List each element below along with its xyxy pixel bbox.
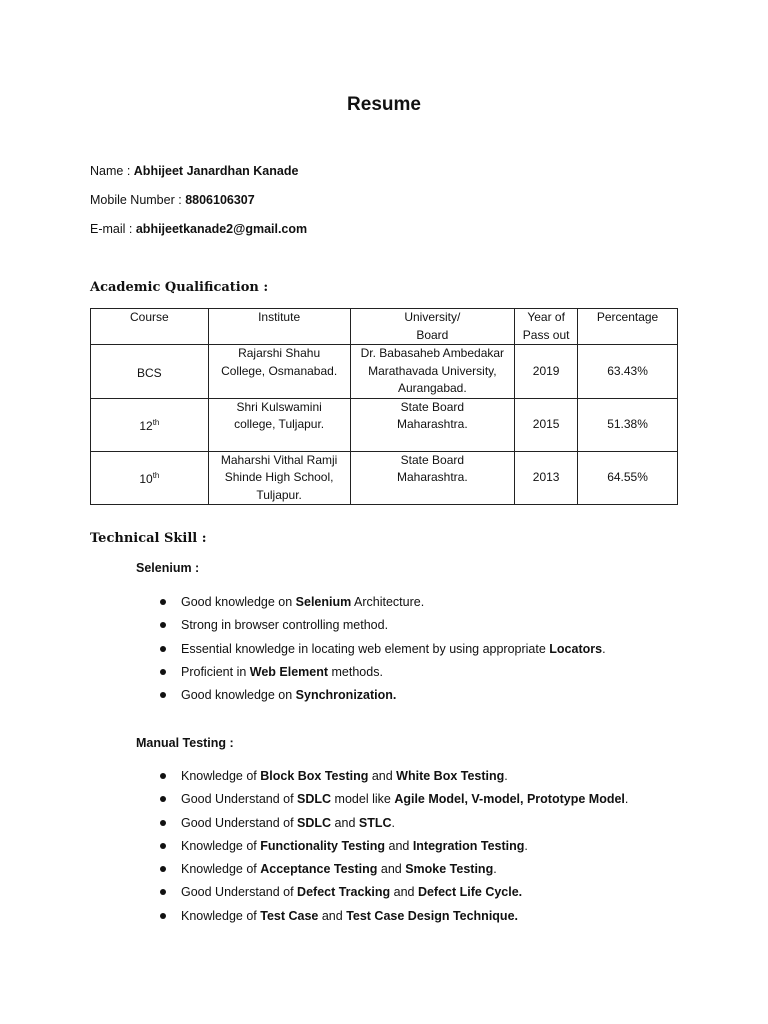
- list-item: Essential knowledge in locating web element by using appropriate Locators.: [160, 642, 606, 665]
- manual-testing-skill-list: [160, 769, 628, 932]
- bullet-icon: [160, 669, 166, 675]
- bullet-icon: [160, 820, 166, 826]
- cell-university: State Board Maharashtra.: [350, 398, 515, 451]
- name-label: Name :: [90, 164, 131, 178]
- mobile-line: [90, 193, 255, 207]
- bullet-icon: [160, 796, 166, 802]
- cell-percentage: 51.38%: [578, 398, 678, 451]
- cell-percentage: 63.43%: [578, 345, 678, 399]
- list-item: Good knowledge on Selenium Architecture.: [160, 595, 606, 618]
- selenium-title: Selenium :: [136, 561, 200, 575]
- header-percentage: Percentage: [578, 309, 678, 345]
- table-header-row: [91, 309, 678, 345]
- list-item: Good Understand of SDLC model like Agile Model, V-model, Prototype Model.: [160, 792, 628, 815]
- list-item: Proficient in Web Element methods.: [160, 665, 606, 688]
- list-item: Knowledge of Acceptance Testing and Smoke Testing.: [160, 862, 628, 885]
- bullet-icon: [160, 692, 166, 698]
- bullet-icon: [160, 866, 166, 872]
- list-item: Good knowledge on Synchronization.: [160, 688, 606, 711]
- header-university: University/ Board: [350, 309, 515, 345]
- manual-testing-title: Manual Testing :: [136, 736, 234, 750]
- cell-university: State Board Maharashtra.: [350, 451, 515, 505]
- technical-heading: Technical Skill :: [90, 531, 207, 546]
- cell-institute: Rajarshi Shahu College, Osmanabad.: [208, 345, 350, 399]
- cell-institute: Maharshi Vithal Ramji Shinde High School, Tuljapur.: [208, 451, 350, 505]
- table-row: [91, 398, 678, 451]
- email-label: E-mail :: [90, 222, 133, 236]
- cell-percentage: 64.55%: [578, 451, 678, 505]
- cell-course: BCS: [91, 345, 209, 399]
- header-course: Course: [91, 309, 209, 345]
- mobile-label: Mobile Number :: [90, 193, 182, 207]
- academic-table: [90, 308, 678, 505]
- academic-heading: Academic Qualification :: [90, 280, 269, 295]
- header-institute: Institute: [208, 309, 350, 345]
- cell-year: 2015: [515, 398, 578, 451]
- bullet-icon: [160, 773, 166, 779]
- cell-institute: Shri Kulswamini college, Tuljapur.: [208, 398, 350, 451]
- bullet-icon: [160, 843, 166, 849]
- bullet-icon: [160, 889, 166, 895]
- email-value: abhijeetkanade2@gmail.com: [135, 222, 308, 236]
- selenium-skill-list: [160, 595, 606, 711]
- bullet-icon: [160, 913, 166, 919]
- table-row: [91, 451, 678, 505]
- page-title: Resume: [347, 94, 421, 115]
- table-row: [91, 345, 678, 399]
- list-item: Knowledge of Test Case and Test Case Design Technique.: [160, 909, 628, 932]
- cell-year: 2019: [515, 345, 578, 399]
- bullet-icon: [160, 646, 166, 652]
- cell-university: Dr. Babasaheb Ambedakar Marathavada University, Aurangabad.: [350, 345, 515, 399]
- email-line: [90, 222, 307, 236]
- cell-year: 2013: [515, 451, 578, 505]
- name-value: Abhijeet Janardhan Kanade: [133, 164, 299, 178]
- list-item: Good Understand of Defect Tracking and Defect Life Cycle.: [160, 885, 628, 908]
- mobile-value: 8806106307: [185, 193, 255, 207]
- list-item: Good Understand of SDLC and STLC.: [160, 816, 628, 839]
- list-item: Knowledge of Functionality Testing and Integration Testing.: [160, 839, 628, 862]
- bullet-icon: [160, 622, 166, 628]
- cell-course: 10th: [91, 451, 209, 505]
- list-item: Strong in browser controlling method.: [160, 618, 606, 641]
- name-line: [90, 164, 298, 178]
- list-item: Knowledge of Block Box Testing and White Box Testing.: [160, 769, 628, 792]
- bullet-icon: [160, 599, 166, 605]
- header-year: Year of Pass out: [515, 309, 578, 345]
- cell-course: 12th: [91, 398, 209, 451]
